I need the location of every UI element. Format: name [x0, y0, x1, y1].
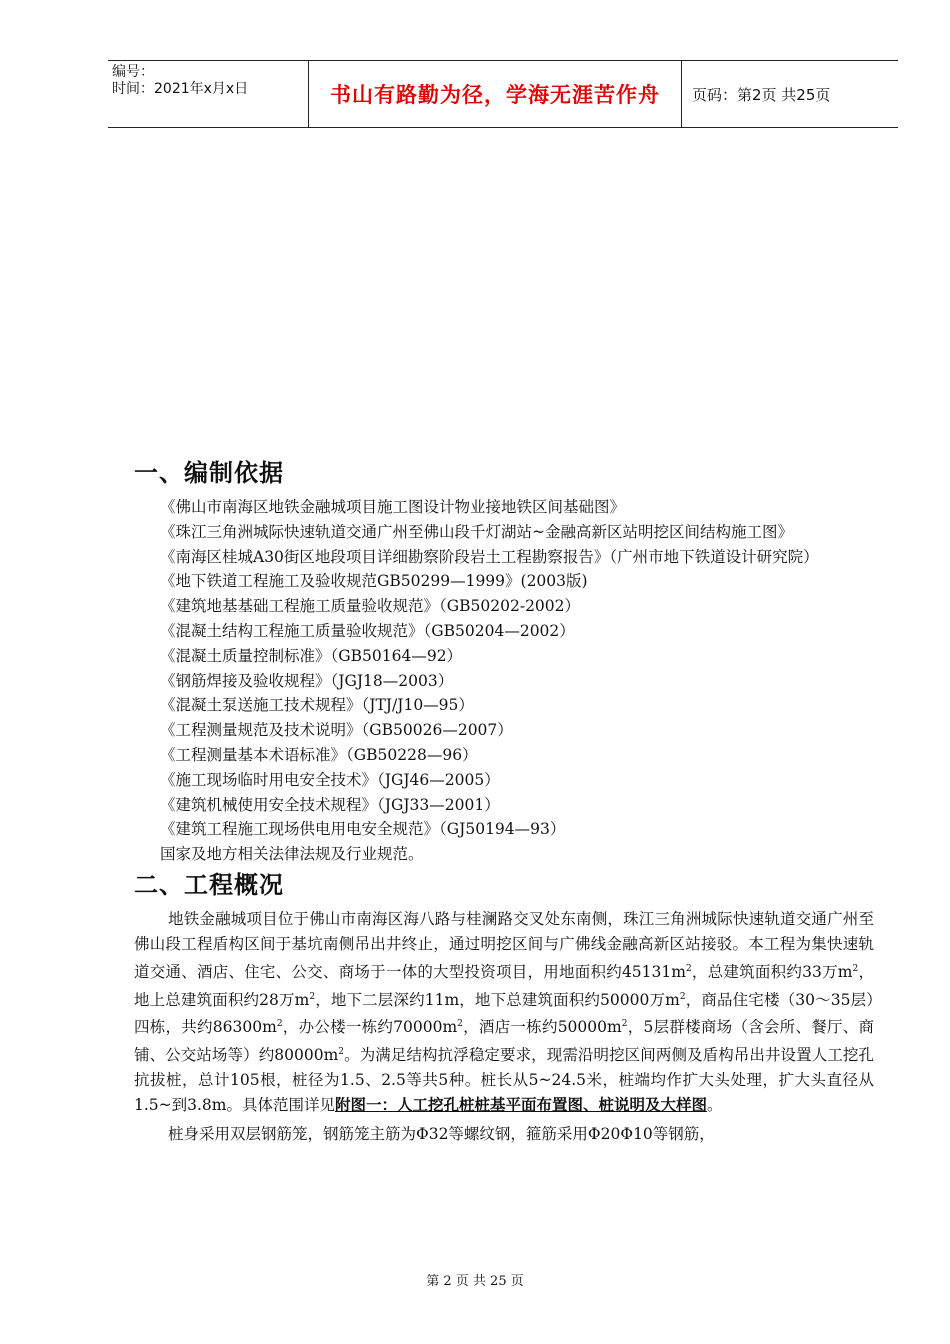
- reference-item: 《珠江三角洲城际快速轨道交通广州至佛山段千灯湖站~金融高新区站明挖区间结构施工图》: [160, 522, 793, 541]
- superscript: 2: [621, 1019, 628, 1030]
- superscript: 2: [685, 963, 692, 974]
- text: 。为满足结构抗浮稳定要求，现需沿明挖区间两侧及盾构吊出井设置人工挖孔抗拔桩，总计105根，桩径为1.5、2.5等共5种。桩长从5~24.5米，桩端均作扩大头处理，扩大头直径从1.5~到3.8m。具体范围详见: [134, 1046, 874, 1115]
- reference-item: 《混凝土结构工程施工质量验收规范》（GB50204—2002）: [160, 621, 575, 640]
- text: ，总建筑面积约33万m: [691, 962, 853, 981]
- reference-item: 国家及地方相关法律法规及行业规范。: [160, 845, 424, 864]
- header-meta: [108, 61, 308, 127]
- text: ，商品住宅楼（30～35层）四栋，共约86300m: [134, 990, 874, 1037]
- superscript: 2: [276, 1019, 283, 1030]
- superscript: 2: [457, 1019, 463, 1030]
- reference-item: 《混凝土质量控制标准》（GB50164—92）: [160, 646, 463, 665]
- section-title-basis: 一、编制依据: [134, 459, 284, 487]
- page-header: [108, 60, 898, 128]
- page-footer: 第 2 页 共 25 页: [426, 1274, 524, 1289]
- text: 地铁金融城项目位于佛山市南海区海八路与桂澜路交叉处东南侧，珠江三角洲城际快速轨道交通广州至佛山段工程盾构区间于基坑南侧吊出井终止，通过明挖区间与广佛线金融高新区站接驳。本工程为集快速轨道交通、酒店、住宅、公交、商场于一体的大型投资项目，用地面积约45131m: [134, 909, 874, 981]
- rebar-paragraph: 桩身采用双层钢筋笼，钢筋笼主筋为Φ32等螺纹钢，箍筋采用Φ20Φ10等钢筋，: [168, 1124, 715, 1143]
- text: ，5层群楼商场（含会所、餐厅、商铺、公交站场等）约80000m: [134, 1018, 874, 1065]
- reference-item: 《地下铁道工程施工及验收规范GB50299—1999》(2003版): [160, 572, 588, 591]
- reference-item: 《建筑地基基础工程施工质量验收规范》（GB50202-2002）: [160, 597, 581, 616]
- reference-item: 《建筑机械使用安全技术规程》（JGJ33—2001）: [160, 795, 500, 814]
- text: ，地下二层深约11m，地下总建筑面积约50000万m: [315, 990, 680, 1009]
- reference-item: 《建筑工程施工现场供电用电安全规范》（GJ50194—93）: [160, 820, 566, 839]
- document-body: [134, 455, 874, 1147]
- document-time: 时间：2021年x月x日: [112, 81, 249, 97]
- superscript: 2: [852, 963, 859, 974]
- reference-item: 《施工现场临时用电安全技术》（JGJ46—2005）: [160, 770, 500, 789]
- reference-list: [134, 495, 874, 867]
- text: 。: [707, 1096, 723, 1115]
- reference-item: 《工程测量基本术语标准》（GB50228—96）: [160, 745, 478, 764]
- text: ，地上总建筑面积约28万m: [134, 962, 874, 1009]
- superscript: 2: [338, 1047, 345, 1058]
- header-page-info: 页码：第2页 共25页: [692, 85, 831, 104]
- reference-item: 《钢筋焊接及验收规程》（JGJ18—2003）: [160, 671, 454, 690]
- superscript: 2: [679, 991, 686, 1002]
- text: ，办公楼一栋约70000m: [282, 1018, 458, 1037]
- document-number-label: 编号：: [112, 64, 154, 80]
- reference-item: 《混凝土泵送施工技术规程》（JTJ/J10—95）: [160, 696, 474, 715]
- text: ，酒店一栋约50000m: [462, 1018, 622, 1037]
- superscript: 2: [309, 991, 316, 1002]
- section-title-overview: 二、工程概况: [134, 870, 284, 899]
- reference-item: 《工程测量规范及技术说明》（GB50026—2007）: [160, 721, 513, 740]
- appendix-link[interactable]: 附图一：人工挖孔桩桩基平面布置图、桩说明及大样图: [335, 1095, 708, 1115]
- overview-paragraph: [134, 907, 874, 1118]
- reference-item: 《佛山市南海区地铁金融城项目施工图设计物业接地铁区间基础图》: [160, 498, 626, 516]
- header-motto: 书山有路勤为径，学海无涯苦作舟: [308, 61, 682, 127]
- reference-item: 《南海区桂城A30街区地段项目详细勘察阶段岩土工程勘察报告》（广州市地下铁道设计研究院）: [160, 547, 819, 566]
